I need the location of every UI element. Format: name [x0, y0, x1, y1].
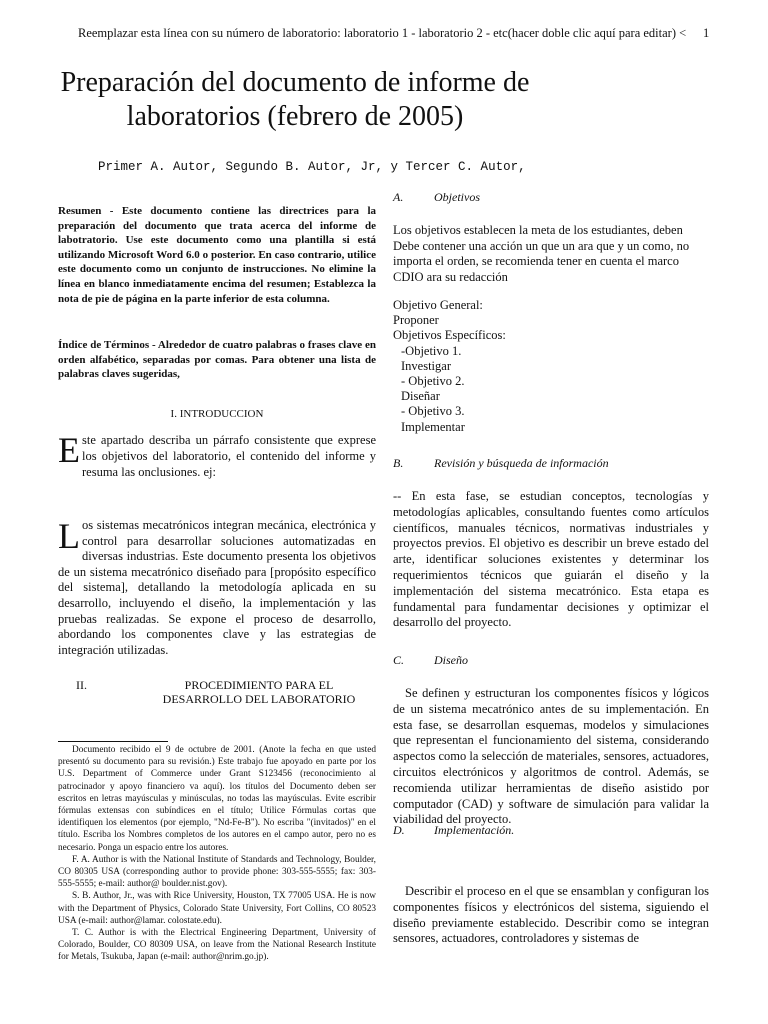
running-head-text: Reemplazar esta línea con su número de laboratorio: laboratorio 1 - laboratorio 2 - etc(hacer doble clic aquí para editar) < [78, 26, 687, 40]
subsection-heading-implementacion [393, 823, 709, 838]
intro-paragraph-2-text: os sistemas mecatrónicos integran mecánica, electrónica y control para desarrollar soluciones automatizadas en diversas industrias. Este documento presenta los objetivos de un sistema mecatrónico diseñado para [propósito específico del sistema], detallando la metodología aplicada en su desarrollo, incluyendo el diseño, la implementación y las pruebas realizadas. Se expone el proceso de desarrollo, abordando los componentes clave y las estrategias de integración utilizadas. [58, 518, 376, 657]
footnote: T. C. Author is with the Electrical Engineering Department, University of Colorado, Boulder, CO 80309 USA, on leave from the National Research Institute for Metals, Tsukuba, Japan (e-mail: author@nrim.go.jp). [58, 928, 376, 963]
intro-paragraph-2 [58, 518, 376, 658]
list-item: Objetivo General: [393, 298, 483, 312]
objectives-list [393, 298, 709, 435]
objetivos-paragraph: Los objetivos establecen la meta de los estudiantes, deben Debe contener una acción un que un ara que y un como, no importa el orden, se recomienda tener en cuenta el marco CDIO ara su redacción [393, 223, 690, 284]
subsection-letter: D. [393, 823, 405, 837]
index-terms: Índice de Términos - Alrededor de cuatro palabras o frases clave en orden alfabético, separadas por comas. Para obtener una lista de palabras claves sugeridas, [58, 339, 376, 381]
footnote: S. B. Author, Jr., was with Rice University, Houston, TX 77005 USA. He is now with the Department of Physics, Colorado State University, Fort Collins, CO 80523 USA (e-mail: author@lamar. colostate.edu). [58, 891, 376, 926]
abstract: Resumen - Este documento contiene las directrices para la preparación del documento que trata acerca del informe de labotratorio. Use este documento como una plantilla si está utilizando Microsoft Word 6.0 o posterior. En caso contrario, utilice este documento como un conjunto de instrucciones. No elimine la línea en blanco inmediatamente encima del resumen; Establezca la nota de pie de página en la parte inferior de esta columna. [58, 205, 376, 305]
footnote: F. A. Author is with the National Institute of Standards and Technology, Boulder, CO 80305 USA (corresponding author to provide phone: 303-555-5555; fax: 303-555-5555; e-mail: author@ boulder.nist.gov). [58, 854, 376, 890]
list-item: Proponer [393, 313, 439, 328]
page-number: 1 [703, 26, 710, 40]
subsection-heading-diseno [393, 653, 709, 668]
subsection-title: Objetivos [434, 190, 480, 204]
subsection-title: Diseño [434, 653, 468, 667]
footnote: Documento recibido el 9 de octubre de 2001. (Anote la fecha en que usted presentó su documento para su revisión.) Este trabajo fue apoyado en parte por los U.S. Department of Commerce under Grant S123456 (reconocimiento al patrocinador y apoyo financiero va aquí). los títulos del Documento deben ser escritos en letras mayúsculas y minúsculas, no todas las mayúsculas. Evite escribir fórmulas extensas con subíndices en el título; Utilice Fórmulas cortas que identifiquen los elementos (por ejemplo, "Nd-Fe-B"). No escriba "(invitados)" en el título. Escriba los Nombres completos de los autores en el campo autor, pero no es necesario. Ponga un espacio entre los autores. [58, 745, 376, 853]
subsection-heading-objetivos [393, 190, 709, 205]
section-number: II. [76, 678, 87, 692]
list-item: - Objetivo 3. [401, 404, 465, 419]
intro-paragraph-1 [58, 432, 376, 480]
footnotes [58, 744, 376, 964]
drop-cap: L [58, 516, 80, 556]
subsection-title: Revisión y búsqueda de información [434, 456, 609, 470]
list-item: Implementar [401, 419, 465, 434]
list-item: Diseñar [401, 389, 440, 404]
diseno-paragraph: Se definen y estructuran los componentes físicos y lógicos de un sistema mecatrónico antes de su implementación. En esta fase, se desarrollan esquemas, modelos y simulaciones que representan el funcionamiento del sistema, considerando aspectos como la selección de materiales, sensores, actuadores, circuitos electrónicos y algoritmos de control. Además, se recomienda utilizar herramientas de diseño asistido por computador (CAD) y software de simulación para validar la viabilidad del proyecto. [393, 686, 709, 827]
section-title: PROCEDIMIENTO PARA EL DESARROLLO DEL LABORATORIO [162, 678, 356, 706]
running-header [78, 26, 718, 41]
subsection-letter: C. [393, 653, 405, 667]
revision-paragraph: -- En esta fase, se estudian conceptos, tecnologías y metodologías aplicables, consultando fuentes como artículos científicos, manuales técnicos, normativas industriales y proyectos previos. El objetivo es describir un breve estado del arte, identificar soluciones existentes y determinar los requerimientos técnicos que guiarán el diseño y la implementación del sistema mecatrónico. Esta etapa es fundamental para fundamentar decisiones y optimizar el desarrollo del proyecto. [393, 489, 709, 630]
subsection-letter: A. [393, 190, 404, 204]
drop-cap: E [58, 430, 80, 470]
document-title: Preparación del documento de informe de laboratorios (febrero de 2005) [60, 67, 530, 132]
subsection-title: Implementación. [434, 823, 515, 837]
intro-paragraph-1-text: ste apartado describa un párrafo consistente que exprese los objetivos del laboratorio, el contenido del informe y resuma las onclusiones. ej: [82, 433, 376, 479]
list-item: Objetivos Específicos: [393, 328, 506, 343]
list-item: - Objetivo 2. [401, 374, 465, 389]
author-line: Primer A. Autor, Segundo B. Autor, Jr, y Tercer C. Autor, [98, 160, 526, 174]
list-item: Investigar [401, 358, 451, 373]
section-heading-introduction: I. INTRODUCCION [170, 408, 264, 420]
subsection-heading-revision [393, 456, 709, 471]
subsection-letter: B. [393, 456, 404, 470]
list-item: -Objetivo 1. [401, 343, 462, 358]
implementacion-paragraph: Describir el proceso en el que se ensamblan y configuran los componentes físicos y electrónicos del sistema, siguiendo el diseño previamente establecido. Describir como se integran sensores, actuadores, controladores y sistemas de [393, 884, 709, 946]
footnote-divider [58, 741, 168, 742]
